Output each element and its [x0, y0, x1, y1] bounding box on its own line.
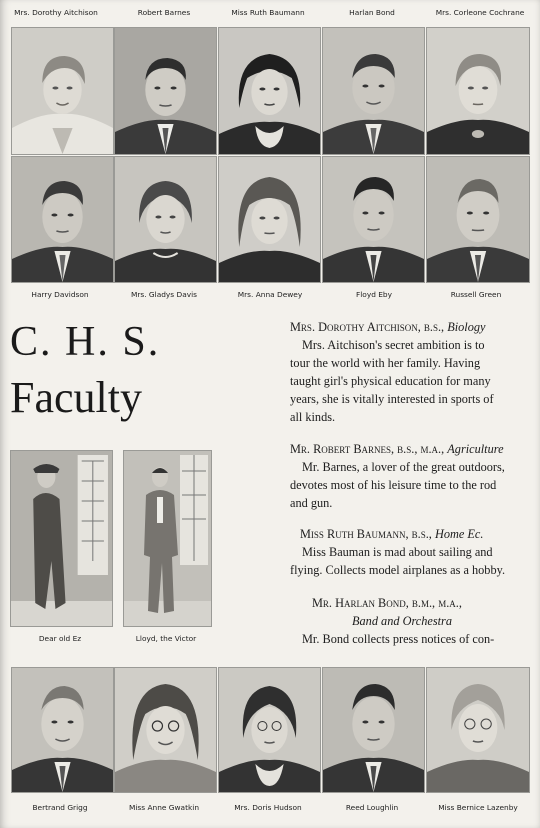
entry-header — [290, 440, 536, 458]
entry-line: tour the world with her family. Having — [290, 356, 481, 370]
faculty-entry-aitchison — [290, 318, 534, 426]
entry-subject: Home Ec. — [434, 527, 484, 541]
caption-cochrane: Mrs. Corleone Cochrane — [435, 8, 525, 17]
caption-baumann: Miss Ruth Baumann — [231, 8, 305, 17]
caption-eby: Floyd Eby — [356, 290, 392, 299]
heading-chs: C. H. S. — [10, 319, 161, 365]
entry-degree: , b.s., m.a., — [391, 442, 445, 456]
candid-caption-ez: Dear old Ez — [38, 634, 82, 643]
portrait-loughlin — [322, 667, 425, 793]
entry-subject-line — [290, 612, 534, 630]
portrait-hudson — [218, 667, 321, 793]
entry-line: devotes most of his leisure time to the rod — [290, 478, 497, 492]
entry-line: years, she is vitally interested in sports of — [290, 392, 494, 406]
portrait-cochrane — [426, 27, 530, 155]
caption-davis: Mrs. Gladys Davis — [130, 290, 198, 299]
entry-subject: Band and Orchestra — [352, 614, 452, 628]
entry-header — [290, 594, 534, 612]
caption-aitchison: Mrs. Dorothy Aitchison — [14, 8, 98, 17]
entry-name: Mr. Harlan Bond — [312, 596, 406, 610]
caption-green: Russell Green — [450, 290, 502, 299]
caption-loughlin: Reed Loughlin — [345, 803, 399, 812]
faculty-entry-barnes — [290, 440, 536, 512]
entry-line: Miss Bauman is mad about sailing and — [302, 545, 493, 559]
entry-subject: Biology — [447, 320, 486, 334]
portrait-davidson — [11, 156, 114, 283]
candid-photo-lloyd — [123, 450, 212, 627]
candid-photo-ez — [10, 450, 113, 627]
entry-name: Miss Ruth Baumann — [300, 527, 406, 541]
portrait-baumann — [218, 27, 321, 155]
portrait-aitchison — [11, 27, 114, 155]
entry-name: Mr. Robert Barnes — [290, 442, 392, 456]
portrait-dewey — [218, 156, 321, 283]
faculty-entry-baumann — [290, 525, 534, 579]
entry-header — [290, 318, 534, 336]
entry-line: taught girl's physical education for many — [290, 374, 491, 388]
entry-line: Mr. Barnes, a lover of the great outdoors, — [302, 460, 505, 474]
entry-name: Mrs. Dorothy Aitchison — [290, 320, 418, 334]
portrait-lazenby — [426, 667, 530, 793]
entry-line: Mrs. Aitchison's secret ambition is to — [302, 338, 485, 352]
heading-faculty: Faculty — [10, 373, 142, 422]
caption-dewey: Mrs. Anna Dewey — [237, 290, 303, 299]
entry-degree: , b.s., — [417, 320, 445, 334]
entry-line: and gun. — [290, 496, 333, 510]
entry-line: all kinds. — [290, 410, 336, 424]
entry-subject: Agriculture — [447, 442, 504, 456]
portrait-davis — [114, 156, 217, 283]
entry-line: flying. Collects model airplanes as a hobby. — [290, 563, 506, 577]
caption-bond: Harlan Bond — [349, 8, 395, 17]
portrait-gwatkin — [114, 667, 217, 793]
portrait-green — [426, 156, 530, 283]
entry-degree: , b.s., — [405, 527, 432, 541]
candid-caption-lloyd: Lloyd, the Victor — [135, 634, 197, 643]
portrait-grigg — [11, 667, 114, 793]
entry-header — [290, 525, 534, 543]
entry-line: Mr. Bond collects press notices of con- — [302, 632, 495, 646]
caption-barnes: Robert Barnes — [137, 8, 191, 17]
caption-grigg: Bertrand Grigg — [32, 803, 88, 812]
faculty-entry-bond — [290, 594, 534, 648]
portrait-eby — [322, 156, 425, 283]
entry-degree: , b.m., m.a., — [405, 596, 462, 610]
caption-hudson: Mrs. Doris Hudson — [234, 803, 302, 812]
portrait-barnes — [114, 27, 217, 155]
caption-gwatkin: Miss Anne Gwatkin — [128, 803, 200, 812]
portrait-bond — [322, 27, 425, 155]
caption-davidson: Harry Davidson — [31, 290, 89, 299]
caption-lazenby: Miss Bernice Lazenby — [438, 803, 518, 812]
